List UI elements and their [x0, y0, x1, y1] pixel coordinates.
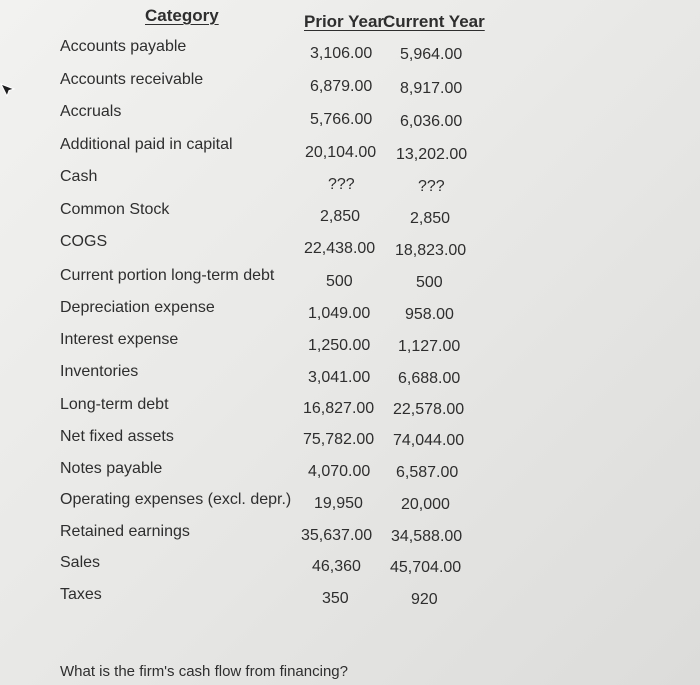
prior-year-value: 350 [322, 590, 349, 607]
row-label: Interest expense [60, 331, 179, 348]
question-text: What is the firm's cash flow from financing? [60, 663, 348, 680]
prior-year-value: 16,827.00 [303, 400, 375, 417]
current-year-value: 2,850 [410, 210, 451, 227]
current-year-value: 6,036.00 [400, 113, 463, 130]
prior-year-value: 19,950 [314, 495, 363, 512]
prior-year-value: 22,438.00 [304, 240, 376, 257]
current-year-value: 920 [411, 591, 438, 608]
current-year-value: 1,127.00 [398, 338, 461, 355]
current-year-value: 6,688.00 [398, 370, 461, 387]
prior-year-value: 4,070.00 [308, 463, 371, 480]
current-year-value: 45,704.00 [390, 559, 462, 576]
current-year-value: 6,587.00 [396, 464, 459, 481]
current-year-value: 5,964.00 [400, 46, 463, 63]
current-year-value: 8,917.00 [400, 80, 463, 97]
prior-year-value: 3,106.00 [310, 45, 373, 62]
current-year-value: 958.00 [405, 306, 454, 323]
category-header: Category [145, 6, 219, 25]
row-label: Operating expenses (excl. depr.) [60, 491, 292, 508]
row-label: Accounts payable [60, 38, 187, 55]
current-year-value: 22,578.00 [393, 401, 465, 418]
row-label: Retained earnings [60, 523, 190, 540]
current-year-value: 18,823.00 [395, 242, 467, 259]
prior-year-value: 75,782.00 [303, 431, 375, 448]
prior-year-value: 1,250.00 [308, 337, 371, 354]
prior-year-value: 35,637.00 [301, 527, 373, 544]
prior-year-header: Prior Year [304, 12, 385, 31]
row-label: Accounts receivable [60, 71, 204, 88]
prior-year-value: ??? [328, 176, 355, 193]
current-year-value: 20,000 [401, 496, 450, 513]
mouse-pointer-icon [0, 80, 18, 98]
current-year-value: 13,202.00 [396, 146, 468, 163]
current-year-value: 500 [416, 274, 443, 291]
row-label: Taxes [60, 586, 102, 603]
row-label: Sales [60, 554, 101, 571]
current-year-value: 34,588.00 [391, 528, 463, 545]
row-label: COGS [60, 233, 108, 250]
row-label: Inventories [60, 363, 139, 380]
row-label: Long-term debt [60, 396, 169, 413]
prior-year-value: 1,049.00 [308, 305, 371, 322]
row-label: Cash [60, 168, 98, 185]
row-label: Net fixed assets [60, 428, 174, 445]
current-year-value: 74,044.00 [393, 432, 465, 449]
prior-year-value: 5,766.00 [310, 111, 373, 128]
prior-year-value: 6,879.00 [310, 78, 373, 95]
row-label: Accruals [60, 103, 122, 120]
row-label: Common Stock [60, 201, 170, 218]
prior-year-value: 46,360 [312, 558, 361, 575]
prior-year-value: 500 [326, 273, 353, 290]
prior-year-value: 20,104.00 [305, 144, 377, 161]
prior-year-value: 3,041.00 [308, 369, 371, 386]
row-label: Depreciation expense [60, 299, 215, 316]
row-label: Current portion long-term debt [60, 267, 275, 284]
prior-year-value: 2,850 [320, 208, 361, 225]
row-label: Additional paid in capital [60, 136, 233, 153]
current-year-header: Current Year [383, 12, 485, 31]
row-label: Notes payable [60, 460, 163, 477]
current-year-value: ??? [418, 178, 445, 195]
